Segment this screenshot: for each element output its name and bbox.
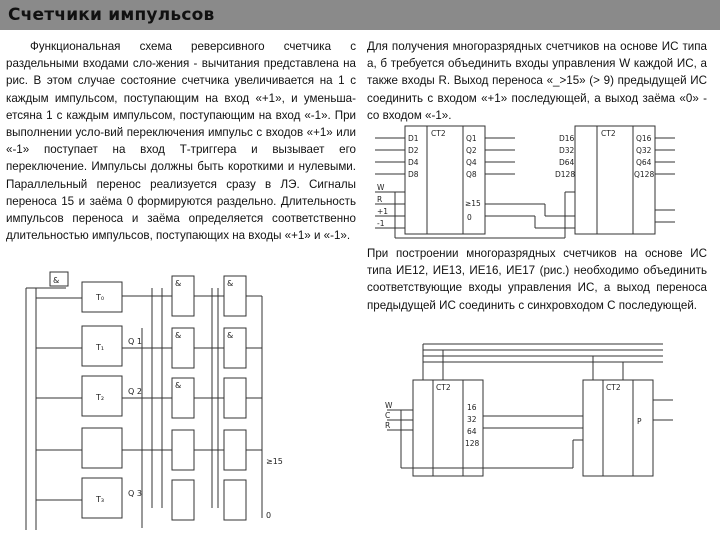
chip2-output-label: Q128 [634, 170, 655, 179]
control-input-label: +1 [377, 207, 389, 216]
cascade-schematic-top [375, 120, 695, 240]
control-input-label: W [377, 183, 385, 192]
right-paragraph-bottom: При построении многоразрядных счетчиков на основе ИС типа ИЕ12, ИЕ13, ИЕ16, ИЕ17 (рис.) необходимо объединить соответствующие входы управления ИС, а выход переноса предыдущей ИС соединить с синхровходом С последующей. [367, 247, 707, 312]
output-label: Q 1 [128, 337, 142, 346]
output-label: Q 2 [128, 387, 142, 396]
data-input-label: D1 [408, 134, 419, 143]
carry-output-label: ≥15 [266, 457, 283, 466]
left-text-column [6, 38, 356, 244]
control-input-label: C [385, 411, 391, 420]
counter-schematic-left [22, 268, 284, 536]
pin-label: 128 [465, 439, 480, 448]
pin-label: 64 [467, 427, 477, 436]
gate-symbol: & [175, 381, 182, 390]
chip2-input-label: D128 [555, 170, 576, 179]
chip2-input-label: D32 [559, 146, 575, 155]
control-input-label: W [385, 401, 393, 410]
trigger-label: T₂ [96, 393, 105, 402]
right-text-top [367, 38, 707, 124]
chip-label: CT2 [601, 129, 616, 138]
control-input-label: R [377, 195, 383, 204]
gate-symbol: & [227, 279, 234, 288]
borrow-output-label: 0 [467, 213, 472, 222]
pin-label: 16 [467, 403, 477, 412]
borrow-output-label: 0 [266, 511, 272, 520]
chip-label: CT2 [606, 383, 621, 392]
cascade-schematic-bottom [383, 340, 693, 480]
output-label: Q4 [466, 158, 477, 167]
left-paragraph: Функциональная схема реверсивного счетчика с раздельными входами сло-жения - вычитания представлена на рис. В этом случае состояние счетчика увеличивается на 1 с каждым импульсом, поступающим на вход «+1», и уменьша-етсяна 1 с каждым импульсом, поступающим на вход «-1». При выполнении усло-вий переключения импульс с входов «+1» или «-1» поступает на вход Т-триггера и вызывает его переключение. Импульсы должны быть короткими и нулевыми. Параллельный перенос реализуется сразу в ЛЭ. Сигналы переноса 15 и заёма 0 формируются раздельно. Длительность импульсов переноса и заёма определяется соответственно длительностью импульсов, поступающих на входы «+1» и «-1». [6, 40, 356, 243]
chip-label: CT2 [431, 129, 446, 138]
chip2-output-label: Q16 [636, 134, 652, 143]
chip2-output-label: Q64 [636, 158, 652, 167]
trigger-label: T₃ [96, 495, 105, 504]
control-input-label: R [385, 421, 391, 430]
chip2-input-label: D64 [559, 158, 575, 167]
data-input-label: D2 [408, 146, 419, 155]
gate-symbol: & [175, 331, 182, 340]
gate-symbol: & [175, 279, 182, 288]
title-bar [0, 0, 720, 30]
trigger-label: T₀ [96, 293, 105, 302]
data-input-label: D8 [408, 170, 419, 179]
output-label: Q8 [466, 170, 477, 179]
right-paragraph-top: Для получения многоразрядных счетчиков на основе ИС типа а, б требуется объединить входы управления W каждой ИС, а также входы R. Выход переноса «_>15» (> 9) предыдущей ИС соединить с входом «+1» последующей, а выход заёма «0» - со входом «-1». [367, 40, 707, 122]
carry-output-label: ≥15 [465, 199, 481, 208]
trigger-label: T₁ [96, 343, 105, 352]
output-label: Q 3 [128, 489, 142, 498]
data-input-label: D4 [408, 158, 419, 167]
right-text-bottom [367, 245, 707, 314]
carry-output-label: P [637, 417, 642, 426]
gate-symbol: & [227, 331, 234, 340]
control-input-label: -1 [377, 219, 385, 228]
chip2-output-label: Q32 [636, 146, 652, 155]
output-label: Q1 [466, 134, 477, 143]
input-gate-label: & [53, 276, 60, 285]
chip-label: CT2 [436, 383, 451, 392]
chip2-input-label: D16 [559, 134, 575, 143]
page-title: Счетчики импульсов [8, 5, 215, 25]
output-label: Q2 [466, 146, 477, 155]
pin-label: 32 [467, 415, 477, 424]
